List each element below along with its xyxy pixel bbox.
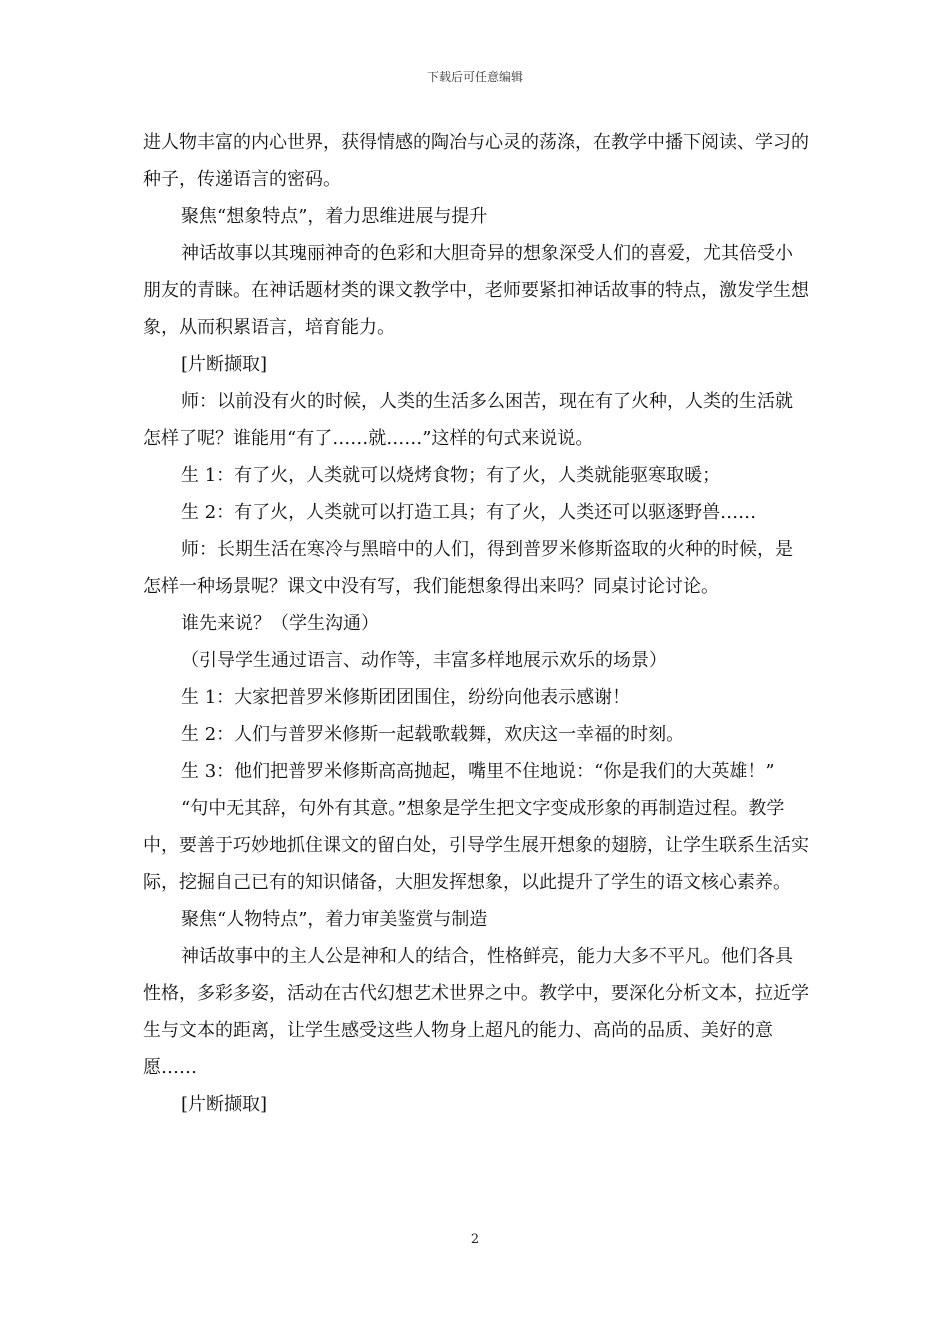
paragraph: 聚焦“人物特点”，着力审美鉴赏与制造 (181, 909, 488, 930)
paragraph: 生 1：有了火，人类就可以烧烤食物；有了火，人类就能驱寒取暖； (181, 465, 721, 486)
paragraph: 神话故事以其瑰丽神奇的色彩和大胆奇异的想象深受人们的喜爱，尤其倍受小朋友的青睐。在神话题材类的课文教学中，老师要紧扣神话故事的特点，激发学生想象，从而积累语言，培育能力。 (143, 243, 809, 338)
paragraph: “句中无其辞，句外有其意。”想象是学生把文字变成形象的再制造过程。教学中，要善于巧妙地抓住课文的留白处，引导学生展开想象的翅膀，让学生联系生活实际，挖掘自己已有的知识储备，大胆发挥想象，以此提升了学生的语文核心素养。 (143, 798, 809, 893)
paragraph: （引导学生通过语言、动作等，丰富多样地展示欢乐的场景） (181, 650, 667, 671)
paragraph: 神话故事中的主人公是神和人的结合，性格鲜亮，能力大多不平凡。他们各具性格，多彩多姿，活动在古代幻想艺术世界之中。教学中，要深化分析文本，拉近学生与文本的距离，让学生感受这些人物身上超凡的能力、高尚的品质、美好的意愿…… (143, 946, 809, 1078)
paragraph: 聚焦“想象特点”，着力思维进展与提升 (181, 206, 488, 227)
paragraph: 谁先来说？（学生沟通） (181, 613, 379, 634)
paragraph: [片断撷取] (181, 1094, 268, 1115)
paragraph: [片断撷取] (181, 354, 268, 375)
document-body (143, 124, 809, 1123)
page-number: 2 (470, 1232, 480, 1247)
paragraph: 生 2：人们与普罗米修斯一起载歌载舞，欢庆这一幸福的时刻。 (181, 724, 685, 745)
paragraph: 进人物丰富的内心世界，获得情感的陶冶与心灵的荡涤，在教学中播下阅读、学习的种子，传递语言的密码。 (143, 132, 809, 190)
page-header: 下载后可任意编辑 (426, 70, 523, 84)
paragraph: 师：长期生活在寒冷与黑暗中的人们，得到普罗米修斯盗取的火种的时候，是怎样一种场景呢？课文中没有写，我们能想象得出来吗？同桌讨论讨论。 (143, 539, 793, 597)
paragraph: 生 2：有了火，人类就可以打造工具；有了火，人类还可以驱逐野兽…… (181, 502, 757, 523)
paragraph: 生 3：他们把普罗米修斯高高抛起，嘴里不住地说：“你是我们的大英雄！” (181, 761, 775, 782)
paragraph: 生 1：大家把普罗米修斯团团围住，纷纷向他表示感谢！ (181, 687, 631, 708)
paragraph: 师：以前没有火的时候，人类的生活多么困苦，现在有了火种，人类的生活就怎样了呢？谁能用“有了……就……”这样的句式来说说。 (143, 391, 793, 449)
